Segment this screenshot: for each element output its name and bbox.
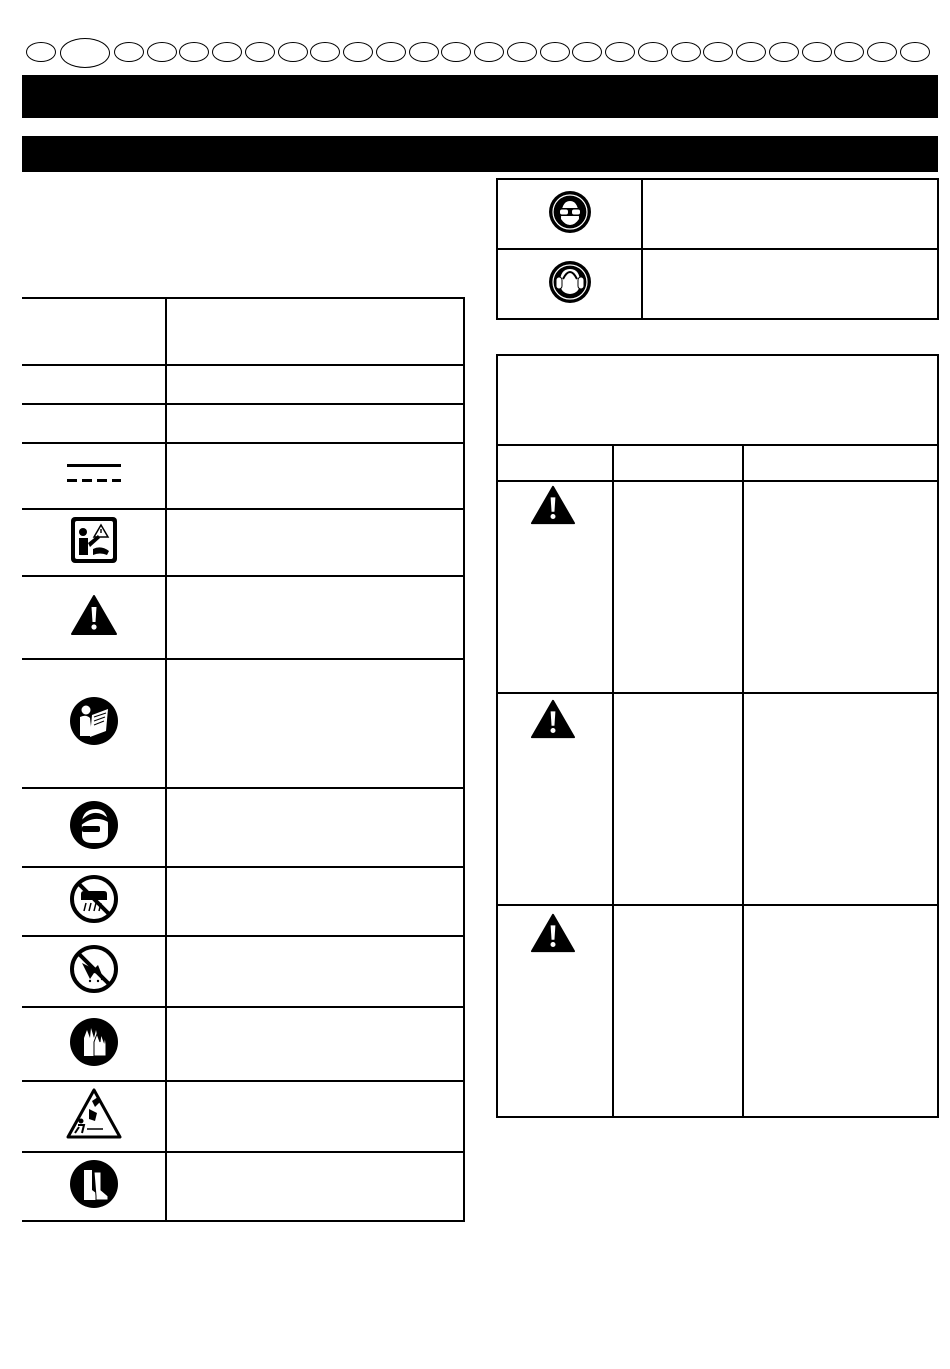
language-tab[interactable] bbox=[245, 42, 275, 62]
symbol-cell bbox=[22, 659, 166, 788]
symbol-cell bbox=[497, 179, 642, 249]
symbol-cell bbox=[22, 298, 166, 365]
subsection-header-band bbox=[22, 136, 938, 172]
symbol-description bbox=[166, 788, 464, 867]
symbol-cell bbox=[22, 1081, 166, 1152]
table-row bbox=[22, 1152, 464, 1221]
symbol-cell bbox=[22, 1152, 166, 1221]
warning-triangle-icon bbox=[70, 594, 118, 636]
safety-goggles-icon bbox=[547, 189, 593, 235]
symbol-description bbox=[642, 249, 938, 319]
helmet-goggles-icon bbox=[68, 799, 120, 851]
language-tab[interactable] bbox=[212, 42, 242, 62]
table-row bbox=[22, 1007, 464, 1081]
table-row bbox=[22, 867, 464, 936]
language-tab[interactable] bbox=[409, 42, 439, 62]
symbol-description bbox=[166, 576, 464, 659]
language-tab[interactable] bbox=[769, 42, 799, 62]
language-tab[interactable] bbox=[703, 42, 733, 62]
table-row bbox=[22, 404, 464, 443]
bystander-distance-icon bbox=[65, 1087, 123, 1141]
language-tab[interactable] bbox=[802, 42, 832, 62]
table-row bbox=[22, 298, 464, 365]
warning-triangle-icon bbox=[530, 484, 576, 526]
warning-triangle-icon bbox=[530, 698, 576, 740]
table-row bbox=[497, 179, 938, 249]
symbol-description bbox=[166, 365, 464, 404]
language-tab[interactable] bbox=[474, 42, 504, 62]
table-row bbox=[22, 576, 464, 659]
language-tab[interactable] bbox=[900, 42, 930, 62]
flying-debris-icon bbox=[68, 943, 120, 995]
hearing-protection-icon bbox=[547, 259, 593, 305]
language-tab-bar bbox=[26, 38, 931, 68]
table-row bbox=[22, 443, 464, 509]
table-row bbox=[497, 249, 938, 319]
symbol-cell bbox=[22, 509, 166, 576]
gloves-icon bbox=[68, 1016, 120, 1068]
symbol-cell bbox=[22, 936, 166, 1007]
language-tab[interactable] bbox=[867, 42, 897, 62]
section-header-band bbox=[22, 75, 938, 118]
symbol-cell bbox=[22, 365, 166, 404]
symbol-cell bbox=[497, 249, 642, 319]
symbol-description bbox=[166, 404, 464, 443]
language-tab[interactable] bbox=[638, 42, 668, 62]
language-tab[interactable] bbox=[376, 42, 406, 62]
symbol-description bbox=[166, 443, 464, 509]
no-rain-icon bbox=[68, 873, 120, 925]
language-tab[interactable] bbox=[147, 42, 177, 62]
language-tab[interactable] bbox=[540, 42, 570, 62]
read-manual-icon bbox=[68, 695, 120, 747]
warning-triangle-icon bbox=[530, 912, 576, 954]
signal-table-header bbox=[498, 356, 937, 446]
language-tab[interactable] bbox=[343, 42, 373, 62]
symbol-cell bbox=[22, 404, 166, 443]
symbol-cell bbox=[22, 443, 166, 509]
symbol-description bbox=[166, 867, 464, 936]
language-tab[interactable] bbox=[310, 42, 340, 62]
language-tab[interactable] bbox=[114, 42, 144, 62]
symbol-description bbox=[166, 1007, 464, 1081]
language-tab[interactable] bbox=[736, 42, 766, 62]
language-tab[interactable] bbox=[278, 42, 308, 62]
symbol-description bbox=[642, 179, 938, 249]
dc-current-symbol-icon bbox=[66, 462, 122, 486]
signal-word-table bbox=[496, 354, 939, 1118]
language-tab[interactable] bbox=[441, 42, 471, 62]
table-row bbox=[22, 788, 464, 867]
symbol-table bbox=[22, 297, 465, 1222]
language-tab[interactable] bbox=[834, 42, 864, 62]
table-row bbox=[22, 659, 464, 788]
table-row bbox=[22, 936, 464, 1007]
symbol-cell bbox=[22, 1007, 166, 1081]
language-tab[interactable] bbox=[671, 42, 701, 62]
language-tab[interactable] bbox=[26, 42, 56, 62]
table-row bbox=[22, 509, 464, 576]
signal-table-column-headers bbox=[498, 444, 937, 482]
symbol-cell bbox=[22, 788, 166, 867]
symbol-description bbox=[166, 1152, 464, 1221]
symbol-description bbox=[166, 509, 464, 576]
symbol-description bbox=[166, 1081, 464, 1152]
symbol-cell bbox=[22, 867, 166, 936]
table-row bbox=[22, 365, 464, 404]
intro-text bbox=[22, 182, 462, 282]
language-tab-active[interactable] bbox=[60, 38, 110, 68]
language-tab[interactable] bbox=[572, 42, 602, 62]
symbol-description bbox=[166, 298, 464, 365]
language-tab[interactable] bbox=[507, 42, 537, 62]
boots-icon bbox=[68, 1158, 120, 1210]
symbol-description bbox=[166, 936, 464, 1007]
ppe-table bbox=[496, 178, 939, 320]
language-tab[interactable] bbox=[605, 42, 635, 62]
symbol-description bbox=[166, 659, 464, 788]
symbol-cell bbox=[22, 576, 166, 659]
read-manual-warning-icon bbox=[69, 515, 119, 565]
table-row bbox=[22, 1081, 464, 1152]
language-tab[interactable] bbox=[179, 42, 209, 62]
